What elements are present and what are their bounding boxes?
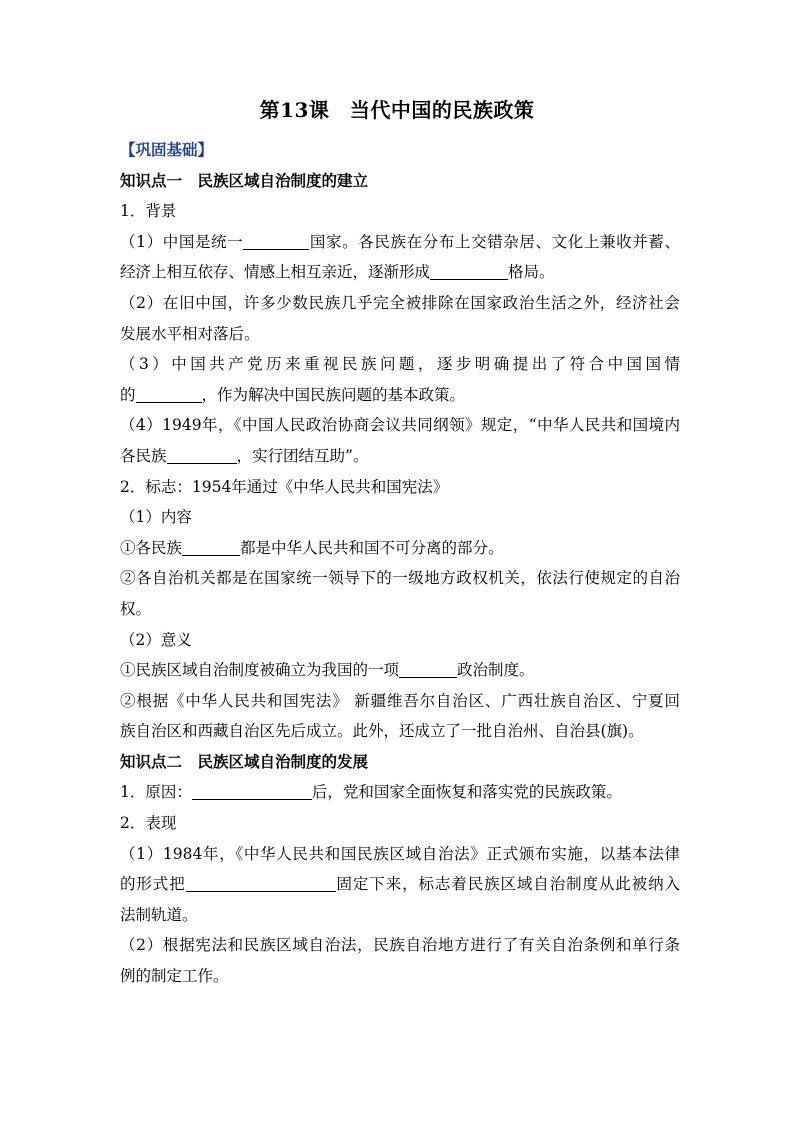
performance-1-line-3: 法制轨道。 [120,905,198,924]
text-run: 各民族 [120,446,167,465]
knowledge-point-2-heading: 知识点二 民族区域自治制度的发展 [120,751,369,771]
significance-heading: （2）意义 [120,630,192,649]
text-run: 经济上相互依存、情感上相互亲近，逐渐形成 [120,263,431,282]
paragraph-2-line-2: 发展水平相对落后。 [120,324,260,343]
fill-blank[interactable] [167,447,237,464]
performance-heading: 2．表现 [120,814,177,833]
content-item-2-line-2: 权。 [120,599,152,618]
text-run: ，实行团结互助”。 [236,446,369,465]
document-body [120,135,680,992]
content-item-1 [120,533,680,564]
fill-blank[interactable] [182,539,240,556]
significance-item-1 [120,655,680,686]
text-run: ①民族区域自治制度被确立为我国的一项 [120,661,400,680]
paragraph-2-line-1: （2）在旧中国，许多少数民族几乎完全被排除在国家政治生活之外，经济社会 [120,293,680,312]
fill-blank[interactable] [243,233,309,250]
text-run: 的 [120,385,136,404]
paragraph-3-line-2 [120,380,680,411]
text-run: 的形式把 [120,875,186,894]
fill-blank[interactable] [399,661,457,678]
fill-blank[interactable] [186,875,336,892]
paragraph-4-line-1: （4）1949年，《中国人民政治协商会议共同纲领》规定，“中华人民共和国境内 [120,416,680,435]
text-run: 固定下来，标志着民族区域自治制度从此被纳入 [335,875,680,894]
significance-item-2-line-1: ②根据《中华人民共和国宪法》 新疆维吾尔自治区、广西壮族自治区、宁夏回 [120,691,680,710]
text-run: 后，党和国家全面恢复和落实党的民族政策。 [311,783,622,802]
background-heading: 1．背景 [120,202,177,221]
text-run: 国家。各民族在分布上交错杂居、文化上兼收并蓄、 [309,232,680,251]
text-run: （1）中国是统一 [120,232,244,251]
page-title: 第13课 当代中国的民族政策 [259,98,535,122]
text-run: ，作为解决中国民族问题的基本政策。 [201,385,466,404]
text-run: 政治制度。 [457,661,535,680]
fill-blank[interactable] [136,386,202,403]
performance-2-line-1: （2）根据宪法和民族区域自治法，民族自治地方进行了有关自治条例和单行条 [120,936,680,955]
significance-item-2-line-2: 族自治区和西藏自治区先后成立。此外，还成立了一批自治州、自治县(旗)。 [120,722,644,741]
reason-line [120,777,680,808]
performance-2-line-2: 例的制定工作。 [120,967,229,986]
text-run: 1．原因： [120,783,192,802]
performance-1-line-2 [120,869,680,900]
paragraph-1-line-1 [120,227,680,258]
text-run: ①各民族 [120,538,183,557]
sign-heading: 2．标志：1954年通过《中华人民共和国宪法》 [120,477,449,496]
knowledge-point-1-heading: 知识点一 民族区域自治制度的建立 [120,170,369,190]
fill-blank[interactable] [430,263,508,280]
text-run: 格局。 [508,263,555,282]
content-item-2-line-1: ②各自治机关都是在国家统一领导下的一级地方政权机关，依法行使规定的自治 [120,569,680,588]
paragraph-4-line-2 [120,441,680,472]
paragraph-1-line-2 [120,257,680,288]
paragraph-3-line-1: （3）中国共产党历来重视民族问题，逐步明确提出了符合中国国情 [120,355,680,374]
text-run: 都是中华人民共和国不可分离的部分。 [240,538,504,557]
fill-blank[interactable] [192,783,312,800]
performance-1-line-1: （1）1984年，《中华人民共和国民族区域自治法》正式颁布实施，以基本法律 [120,844,680,863]
content-heading: （1）内容 [120,508,192,527]
section-tag: 【巩固基础】 [120,140,214,159]
